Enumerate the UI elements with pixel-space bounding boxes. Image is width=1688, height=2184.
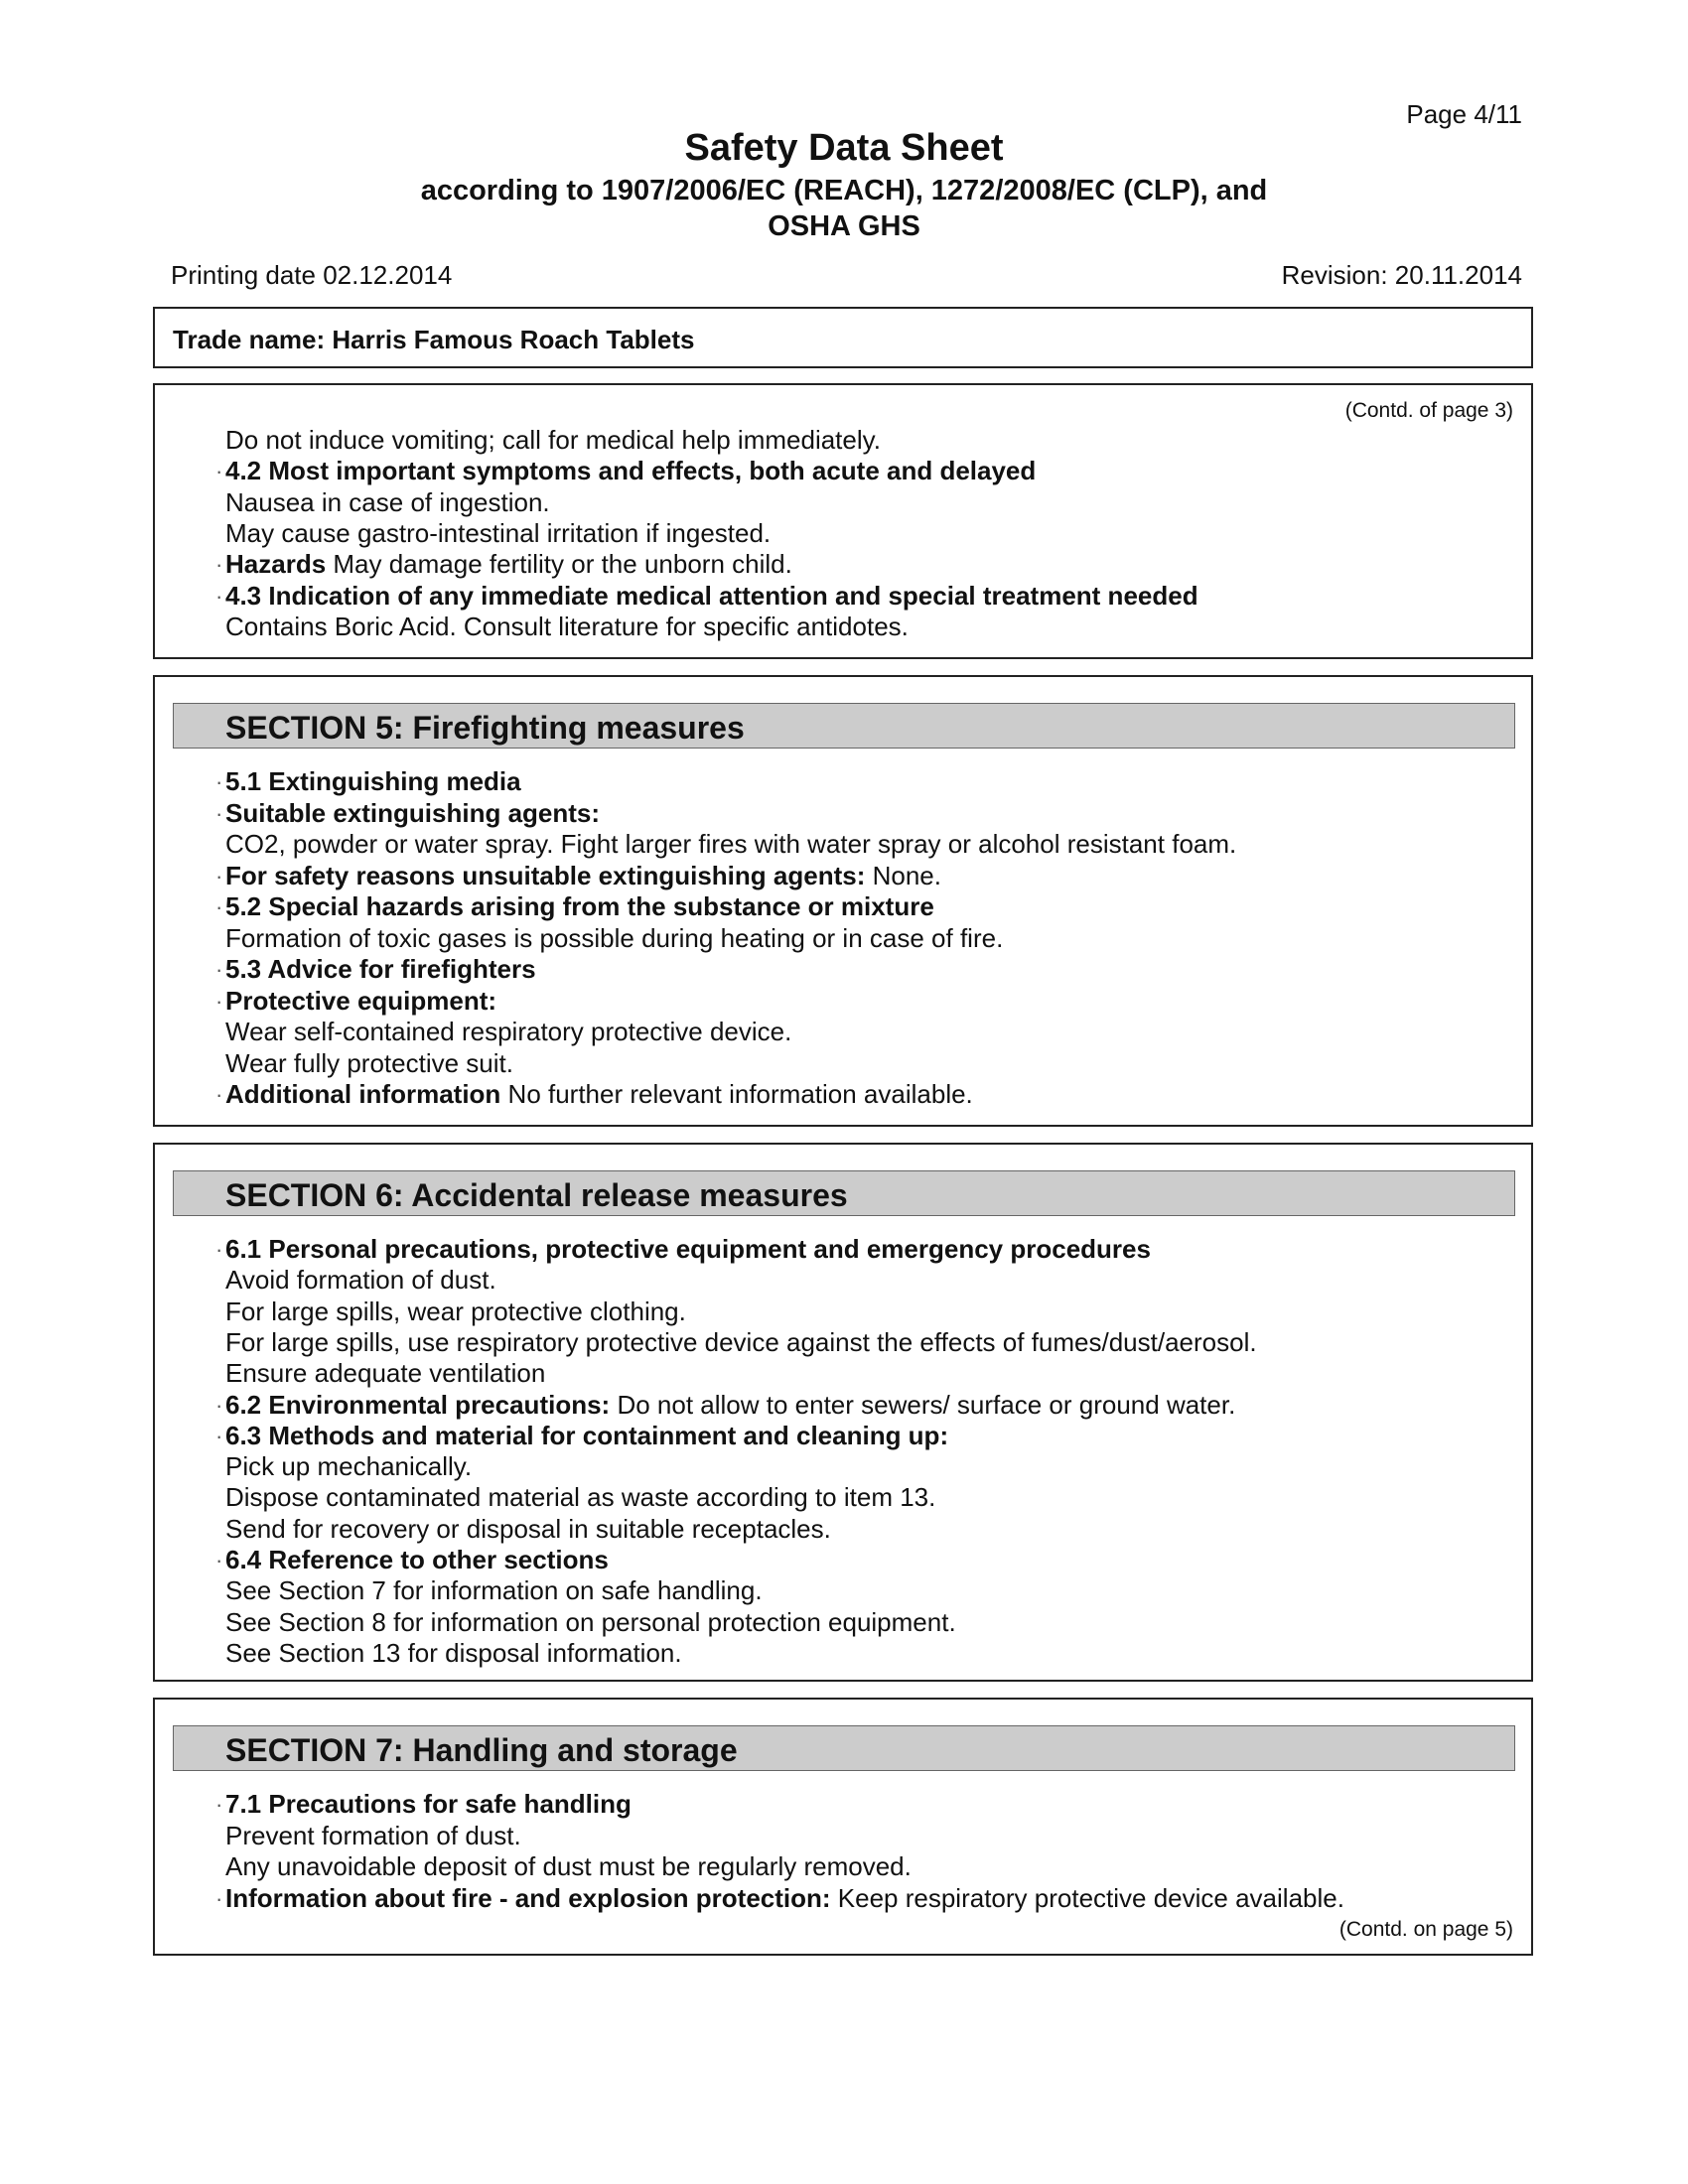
text-line — [225, 1638, 682, 1669]
regulation-subtitle-line1: according to 1907/2006/EC (REACH), 1272/2008/EC (CLP), and — [420, 175, 1268, 206]
contd-on-page: (Contd. on page 5) — [1338, 1918, 1513, 1941]
line-heading: 5.3 Advice for firefighters — [225, 954, 536, 984]
text-line — [225, 487, 550, 518]
text-line — [215, 580, 1198, 612]
text-line — [225, 829, 1236, 860]
text-line — [225, 425, 881, 456]
bullet-dot-icon: · — [215, 1392, 223, 1418]
bullet-dot-icon: · — [215, 1885, 223, 1911]
text-line — [225, 1607, 956, 1638]
text-line — [225, 1451, 472, 1482]
line-text: Nausea in case of ingestion. — [225, 486, 550, 517]
trade-name: Trade name: Harris Famous Roach Tablets — [173, 325, 695, 354]
line-text: Avoid formation of dust. — [225, 1265, 496, 1296]
section-7-handling-storage — [153, 1698, 1533, 1956]
line-text: Do not allow to enter sewers/ surface or ground water. — [610, 1389, 1236, 1420]
regulation-subtitle-line2: OSHA GHS — [768, 210, 920, 242]
text-line — [215, 1420, 949, 1451]
section-5-header-band — [173, 703, 1515, 749]
line-heading: 6.4 Reference to other sections — [225, 1545, 609, 1574]
bullet-dot-icon: · — [215, 1237, 223, 1262]
text-line — [225, 1048, 513, 1079]
line-heading: 5.1 Extinguishing media — [225, 766, 521, 796]
line-text: Dispose contaminated material as waste according to item 13. — [225, 1482, 936, 1513]
text-line — [215, 1079, 973, 1110]
line-text: Wear fully protective suit. — [225, 1047, 513, 1078]
line-heading: 7.1 Precautions for safe handling — [225, 1789, 632, 1819]
text-line — [225, 612, 909, 642]
line-heading: 4.3 Indication of any immediate medical attention and special treatment needed — [225, 580, 1198, 611]
document-title: Safety Data Sheet — [684, 127, 1004, 169]
text-line — [225, 1265, 496, 1296]
text-line — [225, 923, 1003, 954]
line-text: Contains Boric Acid. Consult literature for specific antidotes. — [225, 611, 909, 641]
line-text: For large spills, wear protective clothing. — [225, 1296, 686, 1326]
text-line — [225, 1358, 545, 1389]
bullet-dot-icon: · — [215, 894, 223, 919]
line-heading: Hazards — [225, 549, 327, 580]
text-line — [225, 518, 771, 549]
text-line — [225, 1514, 831, 1545]
line-text: Pick up mechanically. — [225, 1451, 473, 1482]
text-line — [225, 1482, 935, 1513]
text-line — [225, 1017, 791, 1047]
revision-date: Revision: 20.11.2014 — [1281, 260, 1522, 290]
text-line — [225, 1297, 686, 1327]
bullet-dot-icon: · — [215, 988, 223, 1014]
contd-from-page: (Contd. of page 3) — [1344, 399, 1513, 422]
text-line — [215, 1389, 1236, 1421]
section-4-continued — [153, 383, 1533, 659]
text-line — [215, 797, 601, 829]
line-text: Do not induce vomiting; call for medical help immediately. — [225, 425, 881, 455]
line-text: See Section 13 for disposal information. — [225, 1637, 682, 1668]
text-line — [215, 549, 792, 580]
line-heading: 6.2 Environmental precautions: — [225, 1389, 611, 1420]
line-text: See Section 8 for information on personal protection equipment. — [225, 1606, 956, 1637]
line-text: May cause gastro-intestinal irritation if ingested. — [225, 517, 772, 548]
page-number: Page 4/11 — [1406, 99, 1522, 129]
line-heading: For safety reasons unsuitable extinguishing agents: — [225, 860, 866, 890]
text-line — [215, 1234, 1151, 1265]
printing-date: Printing date 02.12.2014 — [171, 260, 453, 290]
text-line — [215, 954, 536, 985]
bullet-dot-icon: · — [215, 1082, 223, 1107]
bullet-dot-icon: · — [215, 863, 223, 888]
line-text: May damage fertility or the unborn child. — [326, 549, 792, 580]
bullet-dot-icon: · — [215, 552, 223, 578]
bullet-dot-icon: · — [215, 1548, 223, 1572]
line-heading: Information about fire - and explosion protection: — [225, 1882, 831, 1913]
text-line — [215, 766, 521, 797]
bullet-dot-icon: · — [215, 957, 223, 982]
line-heading: 4.2 Most important symptoms and effects, both acute and delayed — [225, 456, 1037, 486]
trade-name-box — [153, 307, 1533, 368]
line-text: Keep respiratory protective device available. — [830, 1882, 1344, 1913]
line-heading: 5.2 Special hazards arising from the substance or mixture — [225, 891, 934, 921]
line-text: Ensure adequate ventilation — [225, 1358, 546, 1389]
line-text: Wear self-contained respiratory protective device. — [225, 1017, 792, 1046]
text-line — [225, 1821, 521, 1851]
section-5-firefighting — [153, 675, 1533, 1127]
bullet-dot-icon: · — [215, 459, 223, 484]
text-line — [215, 1789, 632, 1820]
line-heading: Additional information — [225, 1079, 501, 1109]
text-line — [225, 1327, 1257, 1358]
section-7-header-band — [173, 1725, 1515, 1771]
text-line — [215, 891, 934, 922]
line-text: Any unavoidable deposit of dust must be regularly removed. — [225, 1851, 912, 1881]
section-5-title: SECTION 5: Firefighting measures — [225, 710, 745, 746]
bullet-dot-icon: · — [215, 800, 223, 826]
line-heading: 6.1 Personal precautions, protective equipment and emergency procedures — [225, 1234, 1151, 1264]
text-line — [225, 1575, 763, 1606]
line-text: See Section 7 for information on safe handling. — [225, 1575, 763, 1606]
line-text: No further relevant information available. — [500, 1079, 973, 1109]
text-line — [215, 1882, 1344, 1914]
section-6-title: SECTION 6: Accidental release measures — [225, 1177, 848, 1213]
bullet-dot-icon: · — [215, 1423, 223, 1448]
text-line — [215, 985, 497, 1017]
bullet-dot-icon: · — [215, 1792, 223, 1817]
section-7-title: SECTION 7: Handling and storage — [225, 1732, 738, 1768]
line-text: CO2, powder or water spray. Fight larger fires with water spray or alcohol resistant foam. — [225, 829, 1237, 859]
line-text: Formation of toxic gases is possible during heating or in case of fire. — [225, 922, 1004, 953]
line-text: None. — [865, 860, 941, 890]
line-heading: Suitable extinguishing agents: — [225, 797, 601, 828]
text-line — [215, 860, 941, 891]
text-line — [225, 1851, 912, 1882]
line-text: For large spills, use respiratory protective device against the effects of fumes/dust/aerosol. — [225, 1326, 1257, 1357]
line-text: Send for recovery or disposal in suitable receptacles. — [225, 1513, 831, 1544]
bullet-dot-icon: · — [215, 583, 223, 609]
section-6-header-band — [173, 1170, 1515, 1216]
line-heading: Protective equipment: — [225, 985, 497, 1016]
section-6-accidental-release — [153, 1143, 1533, 1682]
line-text: Prevent formation of dust. — [225, 1820, 521, 1850]
text-line — [215, 456, 1037, 486]
text-line — [215, 1545, 609, 1575]
line-heading: 6.3 Methods and material for containment and cleaning up: — [225, 1420, 949, 1450]
bullet-dot-icon: · — [215, 769, 223, 794]
